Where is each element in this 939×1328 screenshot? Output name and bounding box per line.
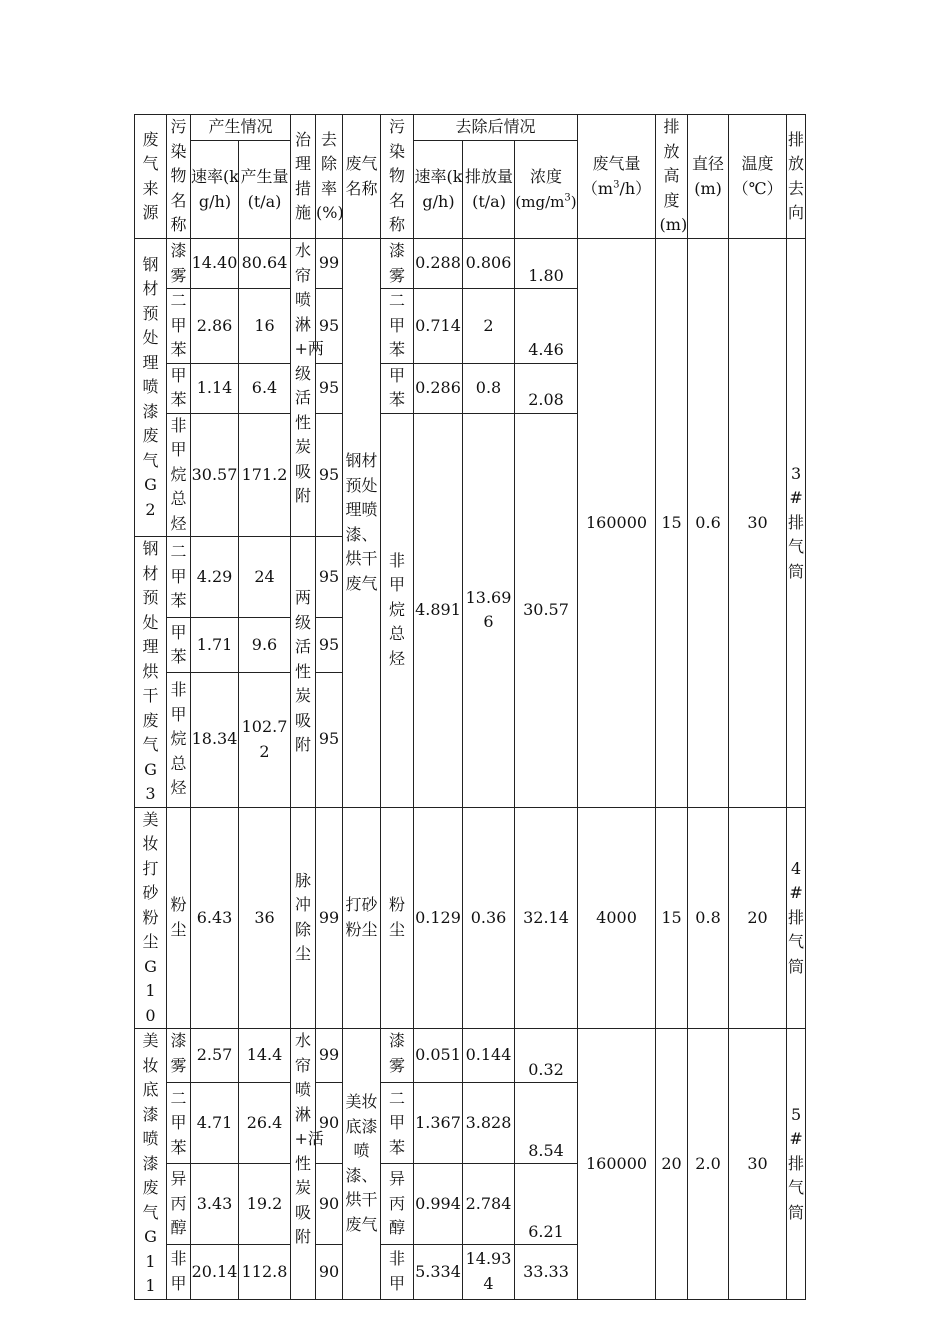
diameter-a: 直径 xyxy=(692,154,725,173)
g11-direction: 5#排气筒 xyxy=(787,1029,806,1300)
conc-unit-sup: 3 xyxy=(564,192,571,204)
table-cell: 甲苯 xyxy=(167,363,191,413)
header-pollutant2: 污染物名称 xyxy=(381,115,414,239)
table-cell: 甲苯 xyxy=(167,618,191,673)
g3-treatment: 两级活性炭吸附 xyxy=(291,537,316,808)
table-cell: 漆雾 xyxy=(167,239,191,289)
table-cell: 0.32 xyxy=(515,1029,578,1083)
table-cell: 2.784 xyxy=(463,1164,515,1245)
table-cell: 异丙醇 xyxy=(381,1164,414,1245)
g10-source: 美妆打砂粉尘G10 xyxy=(135,807,167,1029)
table-cell: 32.14 xyxy=(515,807,578,1029)
table-cell: 26.4 xyxy=(239,1083,291,1164)
table-cell: 95 xyxy=(316,289,343,364)
table-cell: 95 xyxy=(316,537,343,618)
table-cell: 2.08 xyxy=(515,363,578,413)
conc-label: 浓度 xyxy=(530,167,563,186)
g11-diameter: 2.0 xyxy=(688,1029,729,1300)
table-cell: 异丙醇 xyxy=(167,1164,191,1245)
header-temp xyxy=(729,115,787,239)
table-cell: 9.6 xyxy=(239,618,291,673)
header-height: 排放高度(m) xyxy=(656,115,688,239)
table-cell: 0.288 xyxy=(414,239,463,289)
table-cell: 0.144 xyxy=(463,1029,515,1083)
table-cell: 0.286 xyxy=(414,363,463,413)
table-cell: 二甲苯 xyxy=(167,537,191,618)
group1-flow: 160000 xyxy=(578,239,656,808)
table-cell: 30.57 xyxy=(191,413,239,537)
group1-temp: 30 xyxy=(729,239,787,808)
table-cell: 非甲烷总烃 xyxy=(167,672,191,807)
table-cell: 14.934 xyxy=(463,1245,515,1299)
table-cell: 1.14 xyxy=(191,363,239,413)
group1-height: 15 xyxy=(656,239,688,808)
table-cell: 19.2 xyxy=(239,1164,291,1245)
table-cell: 粉尘 xyxy=(381,807,414,1029)
table-cell: 0.129 xyxy=(414,807,463,1029)
conc-unit-b: ) xyxy=(570,192,577,211)
header-direction: 排放去向 xyxy=(787,115,806,239)
g11-height: 20 xyxy=(656,1029,688,1300)
group1-direction: 3#排气筒 xyxy=(787,239,806,808)
conc-unit-a: (mg/m xyxy=(515,192,565,211)
table-cell: 102.72 xyxy=(239,672,291,807)
table-cell: 18.34 xyxy=(191,672,239,807)
table-cell: 80.64 xyxy=(239,239,291,289)
g11-treatment: 水帘喷淋+活性炭吸附 xyxy=(291,1029,316,1300)
nmhc-rate: 4.891 xyxy=(414,413,463,807)
temp-a: 温度 xyxy=(741,154,774,173)
table-cell: 14.4 xyxy=(239,1029,291,1083)
g10-flow: 4000 xyxy=(578,807,656,1029)
nmhc-pollutant: 非甲烷总烃 xyxy=(381,413,414,807)
table-cell: 36 xyxy=(239,807,291,1029)
g10-gas-name: 打砂粉尘 xyxy=(343,807,381,1029)
table-cell: 甲苯 xyxy=(381,363,414,413)
table-cell: 1.71 xyxy=(191,618,239,673)
g11-gas-name: 美妆底漆喷漆、烘干废气 xyxy=(343,1029,381,1300)
table-cell: 粉尘 xyxy=(167,807,191,1029)
g10-diameter: 0.8 xyxy=(688,807,729,1029)
header-after: 去除后情况 xyxy=(414,115,578,141)
table-cell: 6.21 xyxy=(515,1164,578,1245)
header-rate2: 速率(kg/h) xyxy=(414,141,463,239)
table-cell: 95 xyxy=(316,413,343,537)
table-cell: 漆雾 xyxy=(381,239,414,289)
diameter-b: (m) xyxy=(694,178,722,198)
table-cell: 14.40 xyxy=(191,239,239,289)
table-cell: 0.994 xyxy=(414,1164,463,1245)
g3-source: 钢材预处理烘干废气G3 xyxy=(135,537,167,808)
header-pollutant: 污染物名称 xyxy=(167,115,191,239)
table-cell: 6.4 xyxy=(239,363,291,413)
table-cell: 99 xyxy=(316,1029,343,1083)
table-cell: 16 xyxy=(239,289,291,364)
table-cell: 95 xyxy=(316,672,343,807)
header-flow xyxy=(578,115,656,239)
table-cell: 90 xyxy=(316,1164,343,1245)
header-removal: 去除率(%) xyxy=(316,115,343,239)
table-cell: 二甲苯 xyxy=(381,289,414,364)
table-cell: 0.714 xyxy=(414,289,463,364)
table-cell: 4.71 xyxy=(191,1083,239,1164)
table-cell: 3.43 xyxy=(191,1164,239,1245)
table-cell: 112.8 xyxy=(239,1245,291,1299)
flow-unit-sup: 3 xyxy=(613,179,620,191)
table-cell: 90 xyxy=(316,1083,343,1164)
table-cell: 8.54 xyxy=(515,1083,578,1164)
table-cell: 1.80 xyxy=(515,239,578,289)
table-cell: 二甲苯 xyxy=(381,1083,414,1164)
header-source: 废气来源 xyxy=(135,115,167,239)
table-cell: 2.86 xyxy=(191,289,239,364)
table-cell: 2 xyxy=(463,289,515,364)
table-cell: 95 xyxy=(316,618,343,673)
table-cell: 3.828 xyxy=(463,1083,515,1164)
flow-unit-a: （m xyxy=(581,178,614,198)
table-cell: 二甲苯 xyxy=(167,1083,191,1164)
nmhc-conc: 30.57 xyxy=(515,413,578,807)
g11-temp: 30 xyxy=(729,1029,787,1300)
header-diameter xyxy=(688,115,729,239)
table-cell: 99 xyxy=(316,239,343,289)
table-cell: 33.33 xyxy=(515,1245,578,1299)
g2-source: 钢材预处理喷漆废气G2 xyxy=(135,239,167,537)
table-cell: 99 xyxy=(316,807,343,1029)
table-cell: 非甲 xyxy=(381,1245,414,1299)
table-cell: 95 xyxy=(316,363,343,413)
g11-source: 美妆底漆喷漆废气G11 xyxy=(135,1029,167,1300)
header-treatment: 治理措施 xyxy=(291,115,316,239)
header-generation: 产生情况 xyxy=(191,115,291,141)
table-cell: 20.14 xyxy=(191,1245,239,1299)
header-rate: 速率(kg/h) xyxy=(191,141,239,239)
table-cell: 0.36 xyxy=(463,807,515,1029)
header-conc xyxy=(515,141,578,239)
g10-height: 15 xyxy=(656,807,688,1029)
flow-unit-b: /h） xyxy=(619,178,652,198)
header-amount: 产生量 (t/a) xyxy=(239,141,291,239)
flow-label: 废气量 xyxy=(592,154,641,173)
table-cell: 5.334 xyxy=(414,1245,463,1299)
table-cell: 0.051 xyxy=(414,1029,463,1083)
table-cell: 6.43 xyxy=(191,807,239,1029)
table-cell: 24 xyxy=(239,537,291,618)
header-gas-name: 废气名称 xyxy=(343,115,381,239)
g2-treatment: 水帘喷淋+两级活性炭吸附 xyxy=(291,239,316,537)
table-cell: 2.57 xyxy=(191,1029,239,1083)
temp-b: （℃） xyxy=(732,178,783,198)
table-cell: 4.29 xyxy=(191,537,239,618)
g11-flow: 160000 xyxy=(578,1029,656,1300)
table-cell: 漆雾 xyxy=(381,1029,414,1083)
table-cell: 1.367 xyxy=(414,1083,463,1164)
table-cell: 4.46 xyxy=(515,289,578,364)
nmhc-emission: 13.696 xyxy=(463,413,515,807)
group1-gas-name: 钢材预处理喷漆、烘干废气 xyxy=(343,239,381,808)
g10-treatment: 脉冲除尘 xyxy=(291,807,316,1029)
emission-table xyxy=(134,114,806,1300)
table-cell: 171.2 xyxy=(239,413,291,537)
g10-direction: 4#排气筒 xyxy=(787,807,806,1029)
table-cell: 90 xyxy=(316,1245,343,1299)
g10-temp: 20 xyxy=(729,807,787,1029)
table-cell: 漆雾 xyxy=(167,1029,191,1083)
table-cell: 0.8 xyxy=(463,363,515,413)
table-cell: 非甲 xyxy=(167,1245,191,1299)
table-cell: 0.806 xyxy=(463,239,515,289)
group1-diameter: 0.6 xyxy=(688,239,729,808)
header-emission: 排放量(t/a) xyxy=(463,141,515,239)
table-cell: 非甲烷总烃 xyxy=(167,413,191,537)
table-cell: 二甲苯 xyxy=(167,289,191,364)
